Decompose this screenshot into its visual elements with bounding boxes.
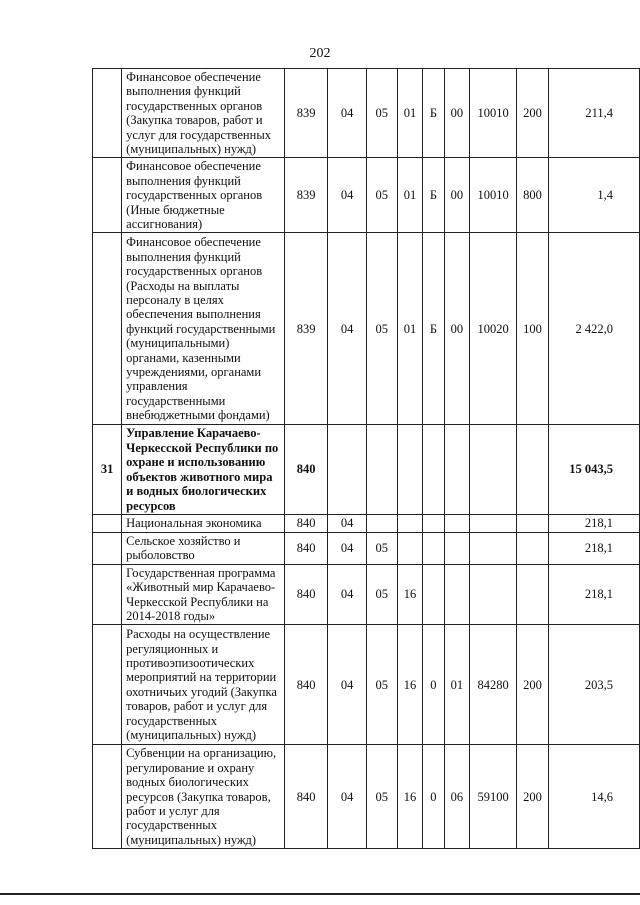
expense-type-code: 800 [517, 158, 549, 233]
main-event-code: 00 [444, 158, 469, 233]
ministry-code: 840 [284, 564, 327, 625]
subsection-code: 05 [366, 233, 397, 425]
row-name: Расходы на осуществление регуляционных и противоэпизоотических мероприятий на территории охотничьих угодий (Закупка товаров, работ и услуг для государственных (муниципальных) нужд) [122, 625, 285, 745]
row-number [93, 514, 122, 532]
program-code [397, 532, 422, 564]
budget-table [92, 68, 640, 849]
table-row [93, 625, 640, 745]
expense-type-code: 100 [517, 233, 549, 425]
section-code: 04 [328, 514, 366, 532]
table-row [93, 564, 640, 625]
table-row [93, 425, 640, 514]
row-name: Финансовое обеспечение выполнения функций государственных органов (Закупка товаров, работ и услуг для государственных (муниципальных) нужд) [122, 69, 285, 158]
main-event-code: 01 [444, 625, 469, 745]
table-row [93, 233, 640, 425]
subsection-code: 05 [366, 532, 397, 564]
direction-code [470, 514, 517, 532]
section-code: 04 [328, 158, 366, 233]
expense-type-code: 200 [517, 745, 549, 849]
expense-type-code: 200 [517, 69, 549, 158]
subsection-code: 05 [366, 69, 397, 158]
row-number [93, 625, 122, 745]
program-code: 16 [397, 745, 422, 849]
section-code: 04 [328, 564, 366, 625]
row-amount: 218,1 [548, 564, 639, 625]
program-code: 16 [397, 564, 422, 625]
direction-code [470, 532, 517, 564]
row-amount: 14,6 [548, 745, 639, 849]
row-number [93, 745, 122, 849]
subsection-code: 05 [366, 625, 397, 745]
row-amount: 218,1 [548, 532, 639, 564]
expense-type-code [517, 425, 549, 514]
program-code [397, 425, 422, 514]
section-code [328, 425, 366, 514]
expense-type-code [517, 514, 549, 532]
main-event-code [444, 532, 469, 564]
main-event-code: 00 [444, 69, 469, 158]
row-amount: 2 422,0 [548, 233, 639, 425]
page-number: 202 [309, 46, 331, 61]
subsection-code: 05 [366, 158, 397, 233]
direction-code: 84280 [470, 625, 517, 745]
ministry-code: 839 [284, 158, 327, 233]
row-amount: 1,4 [548, 158, 639, 233]
subprogram-code: Б [423, 158, 444, 233]
row-amount: 218,1 [548, 514, 639, 532]
row-name: Управление Карачаево-Черкесской Республики по охране и использованию объектов животного мира и водных биологических ресурсов [122, 425, 285, 514]
row-name: Субвенции на организацию, регулирование и охрану водных биологических ресурсов (Закупка товаров, работ и услуг для государственных (муниципальных) нужд) [122, 745, 285, 849]
section-code: 04 [328, 745, 366, 849]
main-event-code: 06 [444, 745, 469, 849]
subprogram-code [423, 514, 444, 532]
subprogram-code [423, 564, 444, 625]
row-name: Государственная программа «Животный мир Карачаево-Черкесской Республики на 2014-2018 годы» [122, 564, 285, 625]
table-row [93, 158, 640, 233]
ministry-code: 840 [284, 532, 327, 564]
main-event-code [444, 514, 469, 532]
table-row [93, 532, 640, 564]
row-name: Национальная экономика [122, 514, 285, 532]
expense-type-code [517, 532, 549, 564]
program-code: 01 [397, 69, 422, 158]
main-event-code: 00 [444, 233, 469, 425]
row-number [93, 233, 122, 425]
main-event-code [444, 425, 469, 514]
bottom-rule [0, 893, 640, 895]
ministry-code: 840 [284, 425, 327, 514]
row-amount: 15 043,5 [548, 425, 639, 514]
subsection-code [366, 514, 397, 532]
section-code: 04 [328, 532, 366, 564]
program-code: 01 [397, 233, 422, 425]
subprogram-code [423, 532, 444, 564]
subsection-code: 05 [366, 564, 397, 625]
section-code: 04 [328, 625, 366, 745]
subprogram-code: 0 [423, 625, 444, 745]
row-amount: 211,4 [548, 69, 639, 158]
subsection-code [366, 425, 397, 514]
row-number [93, 69, 122, 158]
direction-code: 10020 [470, 233, 517, 425]
direction-code [470, 425, 517, 514]
program-code: 16 [397, 625, 422, 745]
direction-code: 10010 [470, 158, 517, 233]
subsection-code: 05 [366, 745, 397, 849]
direction-code: 10010 [470, 69, 517, 158]
subprogram-code: Б [423, 69, 444, 158]
ministry-code: 840 [284, 745, 327, 849]
table-row [93, 745, 640, 849]
row-number [93, 564, 122, 625]
subprogram-code: Б [423, 233, 444, 425]
ministry-code: 839 [284, 233, 327, 425]
row-amount: 203,5 [548, 625, 639, 745]
table-row [93, 69, 640, 158]
expense-type-code [517, 564, 549, 625]
section-code: 04 [328, 233, 366, 425]
direction-code [470, 564, 517, 625]
main-event-code [444, 564, 469, 625]
section-code: 04 [328, 69, 366, 158]
row-number [93, 532, 122, 564]
ministry-code: 840 [284, 514, 327, 532]
expense-type-code: 200 [517, 625, 549, 745]
subprogram-code [423, 425, 444, 514]
row-number: 31 [93, 425, 122, 514]
table-row [93, 514, 640, 532]
row-name: Сельское хозяйство и рыболовство [122, 532, 285, 564]
ministry-code: 840 [284, 625, 327, 745]
direction-code: 59100 [470, 745, 517, 849]
row-number [93, 158, 122, 233]
row-name: Финансовое обеспечение выполнения функций государственных органов (Расходы на выплаты персоналу в целях обеспечения выполнения функций государственными (муниципальными) органами, казенными учреждениями, органами управления государственными внебюджетными фондами) [122, 233, 285, 425]
subprogram-code: 0 [423, 745, 444, 849]
program-code [397, 514, 422, 532]
ministry-code: 839 [284, 69, 327, 158]
row-name: Финансовое обеспечение выполнения функций государственных органов (Иные бюджетные ассигнования) [122, 158, 285, 233]
program-code: 01 [397, 158, 422, 233]
